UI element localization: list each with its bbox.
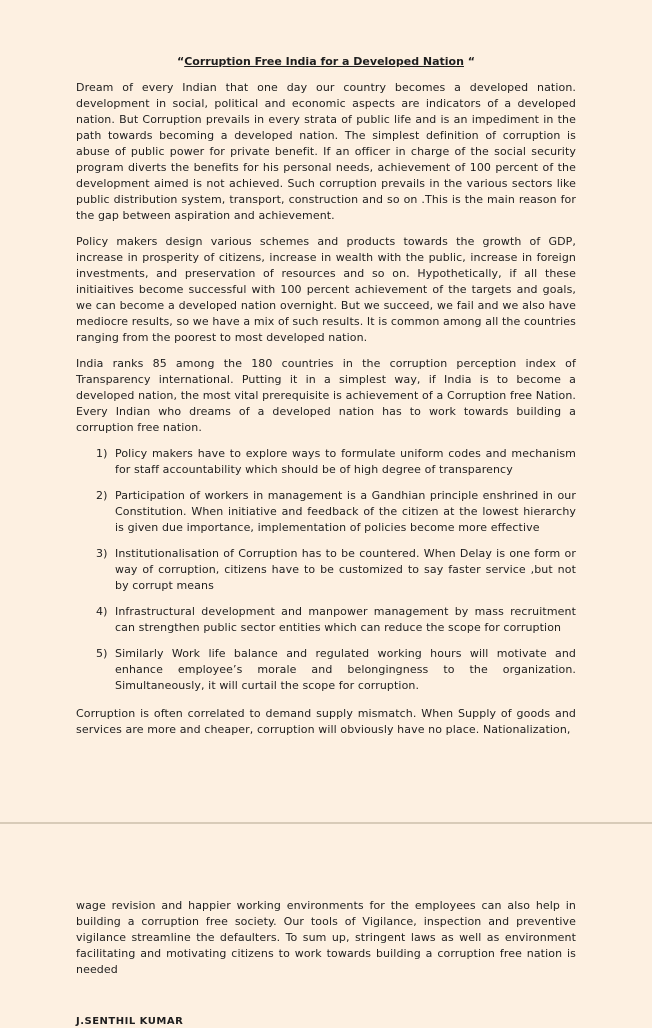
list-item-number: 1) <box>96 447 108 460</box>
recommendations-list <box>76 446 576 694</box>
list-item <box>76 646 576 694</box>
list-item-text: Institutionalisation of Corruption has to be countered. When Delay is one form or way of corruption, citizens have to be customized to say faster service ,but not by corrupt means <box>115 547 576 592</box>
paragraph-intro: Dream of every Indian that one day our country becomes a developed nation. development in social, political and economic aspects are indicators of a developed nation. But Corruption prevails in every strata of public life and is an impediment in the path towards becoming a developed nation. The simplest definition of corruption is abuse of public power for private benefit. If an officer in charge of the social security program diverts the benefits for his personal needs, achievement of 100 percent of the development aimed is not achieved. Such corruption prevails in the various sectors like public distribution system, transport, construction and so on .This is the main reason for the gap between aspiration and achievement. <box>76 81 576 222</box>
title-open-quote: “ <box>176 55 185 68</box>
list-item-number: 2) <box>96 489 108 502</box>
list-item-number: 3) <box>96 547 108 560</box>
paragraph-closing-part1: Corruption is often correlated to demand supply mismatch. When Supply of goods and services are more and cheaper, corruption will obviously have no place. Nationalization, <box>76 707 576 736</box>
list-item-text: Similarly Work life balance and regulated working hours will motivate and enhance employee’s morale and belongingness to the organization. Simultaneously, it will curtail the scope for corruption. <box>115 647 576 692</box>
page-1-body <box>76 80 576 748</box>
paragraph-closing-part2: wage revision and happier working environments for the employees can also help in building a corruption free society. Our tools of Vigilance, inspection and preventive vigilance streamline the defaulters. To sum up, stringent laws as well as environment facilitating and motivating citizens to work towards building a corruption free nation is needed <box>76 899 576 976</box>
list-item-text: Policy makers have to explore ways to formulate uniform codes and mechanism for staff accountability which should be of high degree of transparency <box>115 447 576 476</box>
list-item-number: 4) <box>96 605 108 618</box>
list-item-text: Infrastructural development and manpower management by mass recruitment can strengthen public sector entities which can reduce the scope for corruption <box>115 605 576 634</box>
paragraph-policy: Policy makers design various schemes and products towards the growth of GDP, increase in prosperity of citizens, increase in wealth with the public, increase in foreign investments, and preservation of resources and so on. Hypothetically, if all these initiaitives become successful with 100 percent achievement of the targets and goals, we can become a developed nation overnight. But we succeed, we fail and we also have mediocre results, so we have a mix of such results. It is common among all the countries ranging from the poorest to most developed nation. <box>76 235 576 344</box>
title-text: Corruption Free India for a Developed Nation <box>184 55 464 68</box>
list-item <box>76 604 576 636</box>
page-2-body <box>76 898 576 988</box>
list-item <box>76 488 576 536</box>
author-name: J.SENTHIL KUMAR <box>76 1016 184 1027</box>
title-close-quote: “ <box>463 55 476 68</box>
list-item-number: 5) <box>96 647 108 660</box>
paragraph-ranking: India ranks 85 among the 180 countries in the corruption perception index of Transparency international. Putting it in a simplest way, if India is to become a developed nation, the most vital prerequisite is achievement of a Corruption free Nation. Every Indian who dreams of a developed nation has to work towards building a corruption free nation. <box>76 357 576 434</box>
list-item <box>76 546 576 594</box>
list-item-text: Participation of workers in management is a Gandhian principle enshrined in our Constitution. When initiative and feedback of the citizen at the lowest hierarchy is given due importance, implementation of policies become more effective <box>115 489 576 534</box>
list-item <box>76 446 576 478</box>
document-title <box>0 55 652 69</box>
